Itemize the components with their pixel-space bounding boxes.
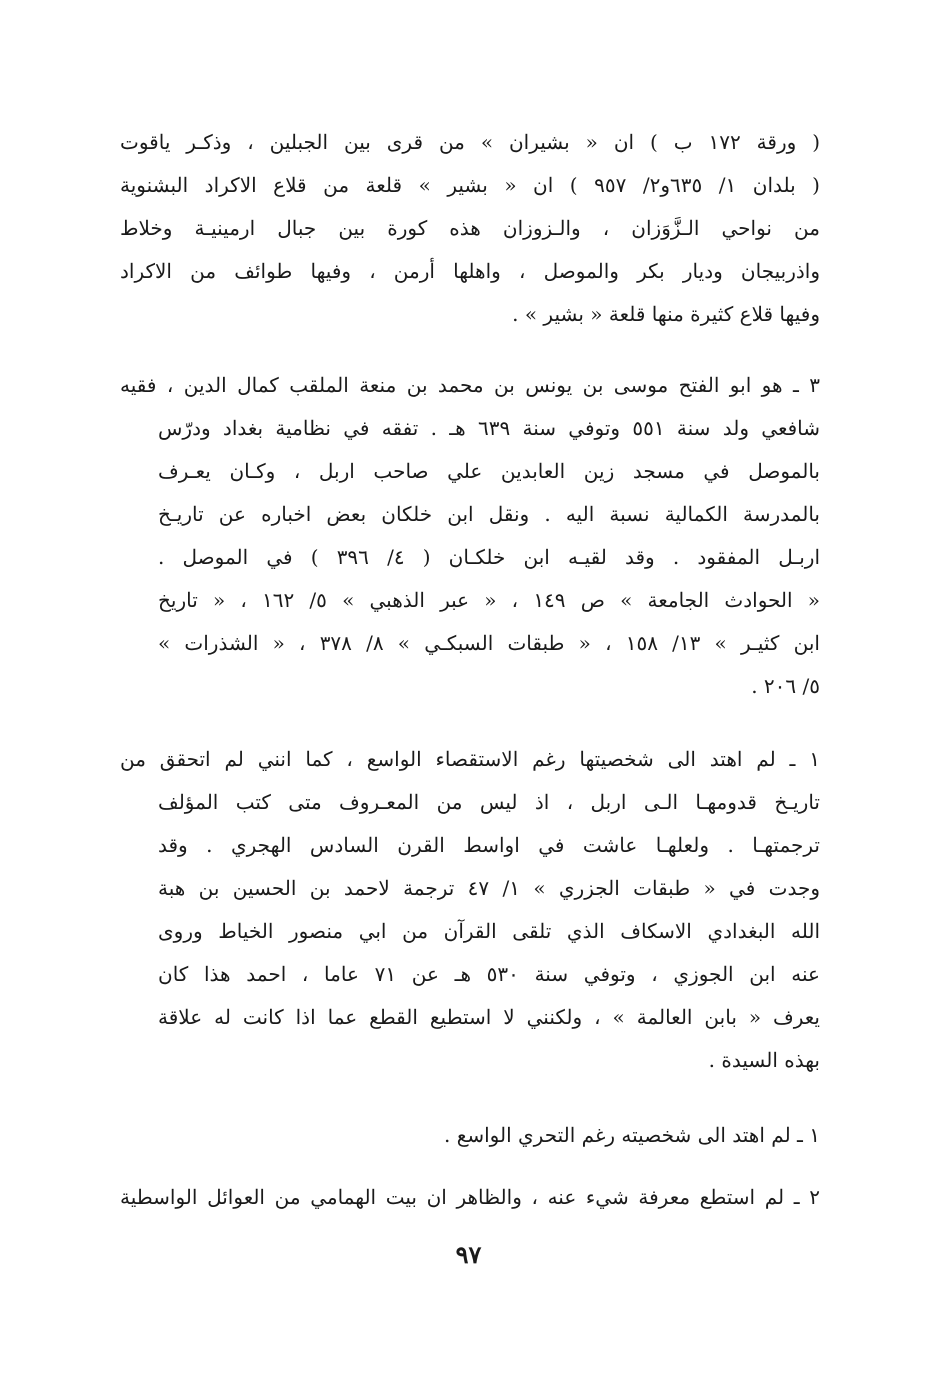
footnote-1-second: [120, 1114, 820, 1157]
text-line: وفيها قلاع كثيرة منها قلعة « بشير » .: [512, 302, 820, 326]
text-line: ٢ ـ لم استطع معرفة شيء عنه ، والظاهر ان بيت الهمامي من العوائل الواسطية: [120, 1185, 820, 1209]
text-line: الله البغدادي الاسكاف الذي تلقى القرآن من ابي منصور الخياط وروى: [158, 919, 820, 943]
text-line: ( بلدان ١/ ٦٣٥و٢/ ٩٥٧ ) ان « بشير » قلعة من قلاع الاكراد البشنوية: [120, 173, 820, 197]
text-line: بالموصل في مسجد زين العابدين علي صاحب اربل ، وكـان يعـرف: [158, 459, 820, 483]
text-line: اربـل المفقود . وقد لقيـه ابن خلكـان ( ٤/ ٣٩٦ ) في الموصل .: [158, 545, 820, 569]
text-line: تاريـخ قدومهـا الـى اربل ، اذ ليس من المعـروف متى كتب المؤلف: [158, 790, 820, 814]
text-line: يعرف « بابن العالمة » ، ولكنني لا استطيع القطع عما اذا كانت له علاقة: [158, 1005, 820, 1029]
text-line: عنه ابن الجوزي ، وتوفي سنة ٥٣٠ هـ عن ٧١ عاما ، احمد هذا كان: [158, 962, 820, 986]
page-number: ٩٧: [455, 1240, 482, 1269]
text-line: ترجمتهـا . ولعلهـا عاشت في اواسط القرن السادس الهجري . وقد: [158, 833, 820, 857]
text-line: « الحوادث الجامعة » ص ١٤٩ ، « عبر الذهبي » ٥/ ١٦٢ ، « تاريخ: [158, 588, 820, 612]
text-line: ١ ـ لم اهتد الى شخصيتها رغم الاستقصاء الواسع ، كما انني لم اتحقق من: [120, 747, 820, 771]
text-line: بهذه السيدة .: [708, 1048, 820, 1072]
text-line: ابن كثيـر » ١٣/ ١٥٨ ، « طبقات السبكـي » ٨/ ٣٧٨ ، « الشذرات »: [158, 631, 820, 655]
text-line: بالمدرسة الكمالية نسبة اليه . ونقل ابن خلكان بعض اخباره عن تاريـخ: [158, 502, 820, 526]
text-line: واذربيجان وديار بكر والموصل ، واهلها أرمن ، وفيها طوائف من الاكراد: [120, 259, 820, 283]
footnote-3: [120, 364, 820, 708]
text-line: ٥/ ٢٠٦ .: [751, 674, 820, 698]
footnote-1-first: [120, 738, 820, 1082]
text-line: شافعي ولد سنة ٥٥١ وتوفي سنة ٦٣٩ هـ . تفقه في نظامية بغداد ودرّس: [158, 416, 820, 440]
text-line: وجدت في « طبقات الجزري » ١/ ٤٧ ترجمة لاحمد بن الحسين بن هبة: [158, 876, 820, 900]
continuation-paragraph: [120, 121, 820, 336]
text-line: من نواحي الـزَّوَزان ، والـزوزان هذه كورة بين جبال ارمينيـة وخلاط: [120, 216, 820, 240]
text-line: ١ ـ لم اهتد الى شخصيته رغم التحري الواسع .: [443, 1123, 820, 1147]
footnote-2: [120, 1176, 820, 1219]
text-line: ( ورقة ١٧٢ ب ) ان « بشيران » من قرى بين الجبلين ، وذكـر ياقوت: [120, 130, 820, 154]
text-line: ٣ ـ هو ابو الفتح موسى بن يونس بن محمد بن منعة الملقب كمال الدين ، فقيه: [120, 373, 820, 397]
